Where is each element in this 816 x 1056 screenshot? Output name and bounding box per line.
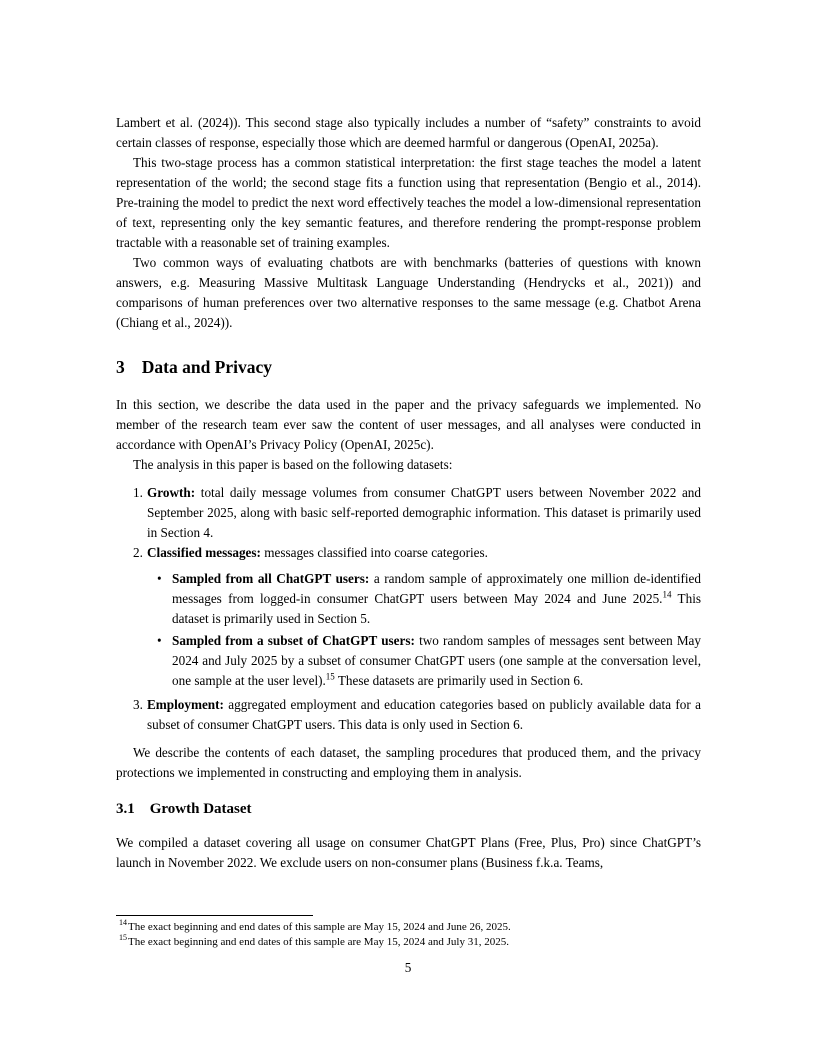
list-item-sampled-all-users <box>147 569 701 629</box>
paragraph-describe-contents: We describe the contents of each dataset, the sampling procedures that produced them, and the privacy protections we implemented in constructing and employing them in analysis. <box>116 745 701 780</box>
subsection-title: Growth Dataset <box>149 801 252 817</box>
list-item-label: Classified messages: <box>147 545 261 560</box>
list-item-text: This dataset is primarily used in Section 5. <box>172 591 701 626</box>
section-heading-data-and-privacy <box>116 355 701 379</box>
bullet-icon: • <box>157 633 162 648</box>
page-number: 5 <box>404 960 412 975</box>
section-number: 3 <box>116 357 125 377</box>
list-item-text: total daily message volumes from consumer ChatGPT users between November 2022 and September 2025, along with basic self-reported demographic information. This dataset is primarily used in Section 4. <box>147 485 701 540</box>
footnote-text: The exact beginning and end dates of this sample are May 15, 2024 and July 31, 2025. <box>128 936 509 948</box>
list-item-text: two random samples of messages sent between May 2024 and July 2025 by a subset of consumer ChatGPT users (one sample at the conversation level, one sample at the user level). <box>172 633 702 688</box>
list-item-label: Growth: <box>147 485 196 500</box>
list-item-number: 1. <box>133 485 143 500</box>
classified-messages-sublist <box>147 569 701 691</box>
footnote-number: 14 <box>119 918 127 928</box>
list-item-classified-messages <box>116 543 701 691</box>
paragraph-growth-dataset-intro: We compiled a dataset covering all usage on consumer ChatGPT Plans (Free, Plus, Pro) since ChatGPT’s launch in November 2022. We exclude users on non-consumer plans (Business f.k.a. Teams, <box>116 835 701 870</box>
footnote-15 <box>116 935 701 950</box>
list-item-text: These datasets are primarily used in Section 6. <box>337 673 584 688</box>
list-item-number: 2. <box>133 545 143 560</box>
subsection-number: 3.1 <box>116 801 135 817</box>
list-item-number: 3. <box>133 697 143 712</box>
paragraph-evaluating-chatbots: Two common ways of evaluating chatbots are with benchmarks (batteries of questions with known answers, e.g. Measuring Massive Multitask Language Understanding (Hendrycks et al., 2021)) and comparisons of human preferences over two alternative responses to the same message (e.g. Chatbot Arena (Chiang et al., 2024)). <box>116 255 701 330</box>
subsection-heading-growth-dataset <box>116 799 701 819</box>
footnotes-block <box>116 915 701 950</box>
paragraph-section-intro: In this section, we describe the data used in the paper and the privacy safeguards we implemented. No member of the research team ever saw the content of user messages, and all analyses were conducted in accordance with OpenAI’s Privacy Policy (OpenAI, 2025c). <box>116 397 701 452</box>
list-item-label: Sampled from all ChatGPT users: <box>172 571 370 586</box>
footnote-ref-15: 15 <box>325 671 335 682</box>
footnote-ref-14: 14 <box>662 589 672 600</box>
list-item-text: a random sample of approximately one million de-identified messages from logged-in consumer ChatGPT users between May 2024 and June 2025. <box>172 571 702 606</box>
footnote-number: 15 <box>119 933 127 943</box>
paragraph-safety-constraints: Lambert et al. (2024)). This second stage also typically includes a number of “safety” constraints to avoid certain classes of response, especially those which are deemed harmful or dangerous (OpenAI, 2025a). <box>116 115 701 150</box>
page-body <box>116 113 701 873</box>
bullet-icon: • <box>157 571 162 586</box>
list-item-label: Employment: <box>147 697 224 712</box>
list-item-label: Sampled from a subset of ChatGPT users: <box>172 633 415 648</box>
footnote-text: The exact beginning and end dates of this sample are May 15, 2024 and June 26, 2025. <box>128 921 511 933</box>
paragraph-datasets-intro: The analysis in this paper is based on the following datasets: <box>133 457 453 472</box>
list-item-employment <box>116 695 701 735</box>
footnote-rule <box>116 915 313 916</box>
list-item-text: messages classified into coarse categories. <box>264 545 488 560</box>
dataset-list <box>116 483 701 735</box>
section-title: Data and Privacy <box>141 357 273 377</box>
list-item-text: aggregated employment and education categories based on publicly available data for a subset of consumer ChatGPT users. This data is only used in Section 6. <box>147 697 701 732</box>
paragraph-two-stage-process: This two-stage process has a common statistical interpretation: the first stage teaches the model a latent representation of the world; the second stage fits a function using that representation (Bengio et al., 2014). Pre-training the model to predict the next word effectively teaches the model a low-dimensional representation of text, representing only the key semantic features, and therefore rendering the prompt-response problem tractable with a reasonable set of training examples. <box>116 155 701 250</box>
footnote-14 <box>116 920 701 935</box>
list-item-growth <box>116 483 701 543</box>
list-item-sampled-subset-users <box>147 631 701 691</box>
